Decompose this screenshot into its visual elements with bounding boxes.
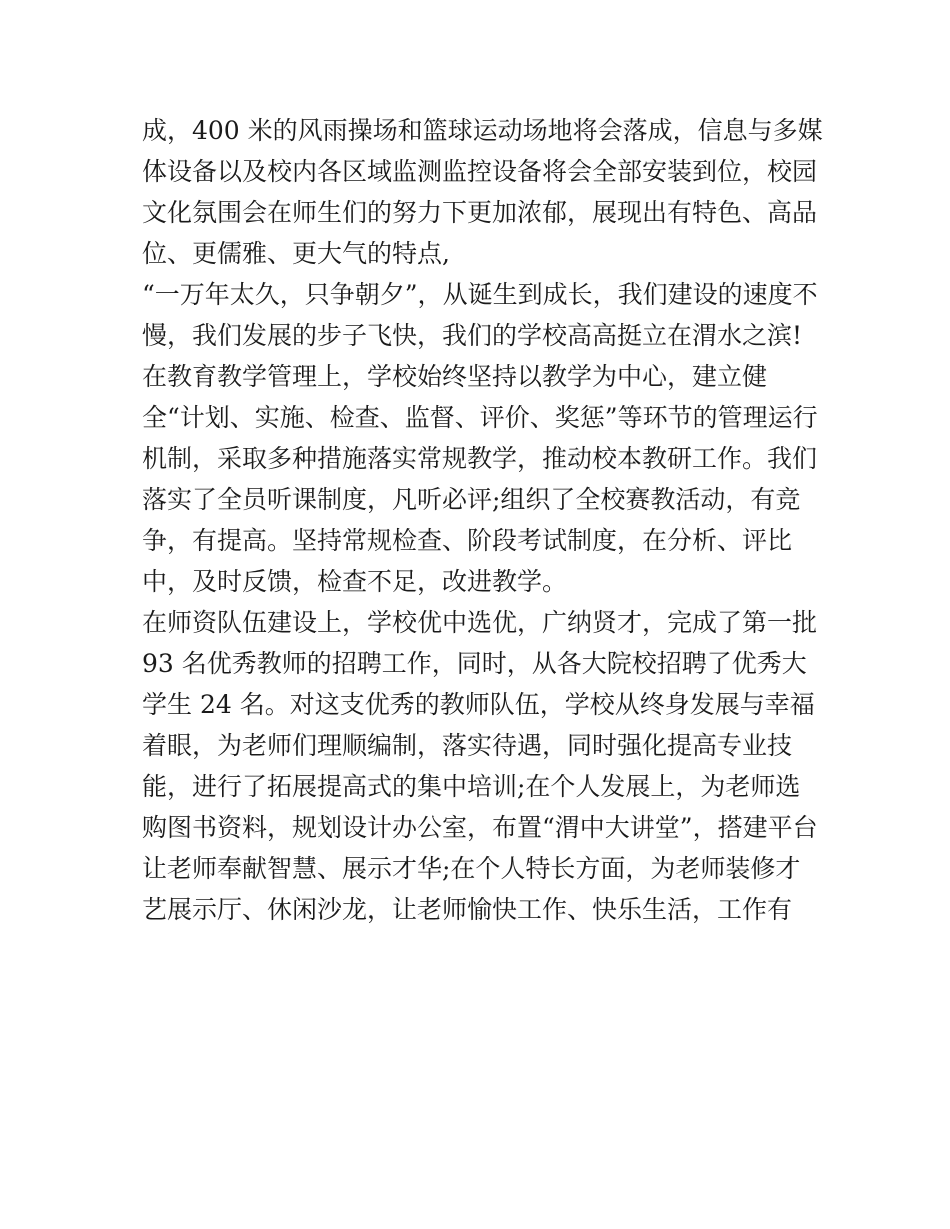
text-line: 艺展示厅、休闲沙龙，让老师愉快工作、快乐生活，工作有 [142,895,793,924]
text-line: 争，有提高。坚持常规检查、阶段考试制度，在分析、评比 [142,526,793,555]
text-line: 学生 24 名。对这支优秀的教师队伍，学校从终身发展与幸福 [142,690,815,719]
text-line: 93 名优秀教师的招聘工作，同时，从各大院校招聘了优秀大 [142,649,807,678]
text-line: 机制，采取多种措施落实常规教学，推动校本教研工作。我们 [142,444,818,473]
text-line: 落实了全员听课制度，凡听必评;组织了全校赛教活动，有竞 [142,485,801,514]
text-line: 在教育教学管理上，学校始终坚持以教学为中心，建立健 [142,362,768,391]
text-line: 体设备以及校内各区域监测监控设备将会全部安装到位，校园 [142,157,818,186]
text-line: 着眼，为老师们理顺编制，落实待遇，同时强化提高专业技 [142,731,793,760]
text-line: 成，400 米的风雨操场和篮球运动场地将会落成，信息与多媒 [142,116,823,145]
text-line: 文化氛围会在师生们的努力下更加浓郁，展现出有特色、高品 [142,198,818,227]
text-line: 购图书资料，规划设计办公室，布置“渭中大讲堂”，搭建平台 [142,813,818,842]
text-line: 全“计划、实施、检查、监督、评价、奖惩”等环节的管理运行 [142,403,818,432]
text-line: 在师资队伍建设上，学校优中选优，广纳贤才，完成了第一批 [142,608,818,637]
body-text [142,110,832,930]
text-line: 让老师奉献智慧、展示才华;在个人特长方面，为老师装修才 [142,854,801,883]
text-line: 能，进行了拓展提高式的集中培训;在个人发展上，为老师选 [142,772,801,801]
text-line: “一万年太久，只争朝夕”，从诞生到成长，我们建设的速度不 [142,280,818,309]
text-line: 慢，我们发展的步子飞快，我们的学校高高挺立在渭水之滨! [142,321,803,350]
text-line: 位、更儒雅、更大气的特点, [142,239,450,268]
text-line: 中，及时反馈，检查不足，改进教学。 [142,567,568,596]
